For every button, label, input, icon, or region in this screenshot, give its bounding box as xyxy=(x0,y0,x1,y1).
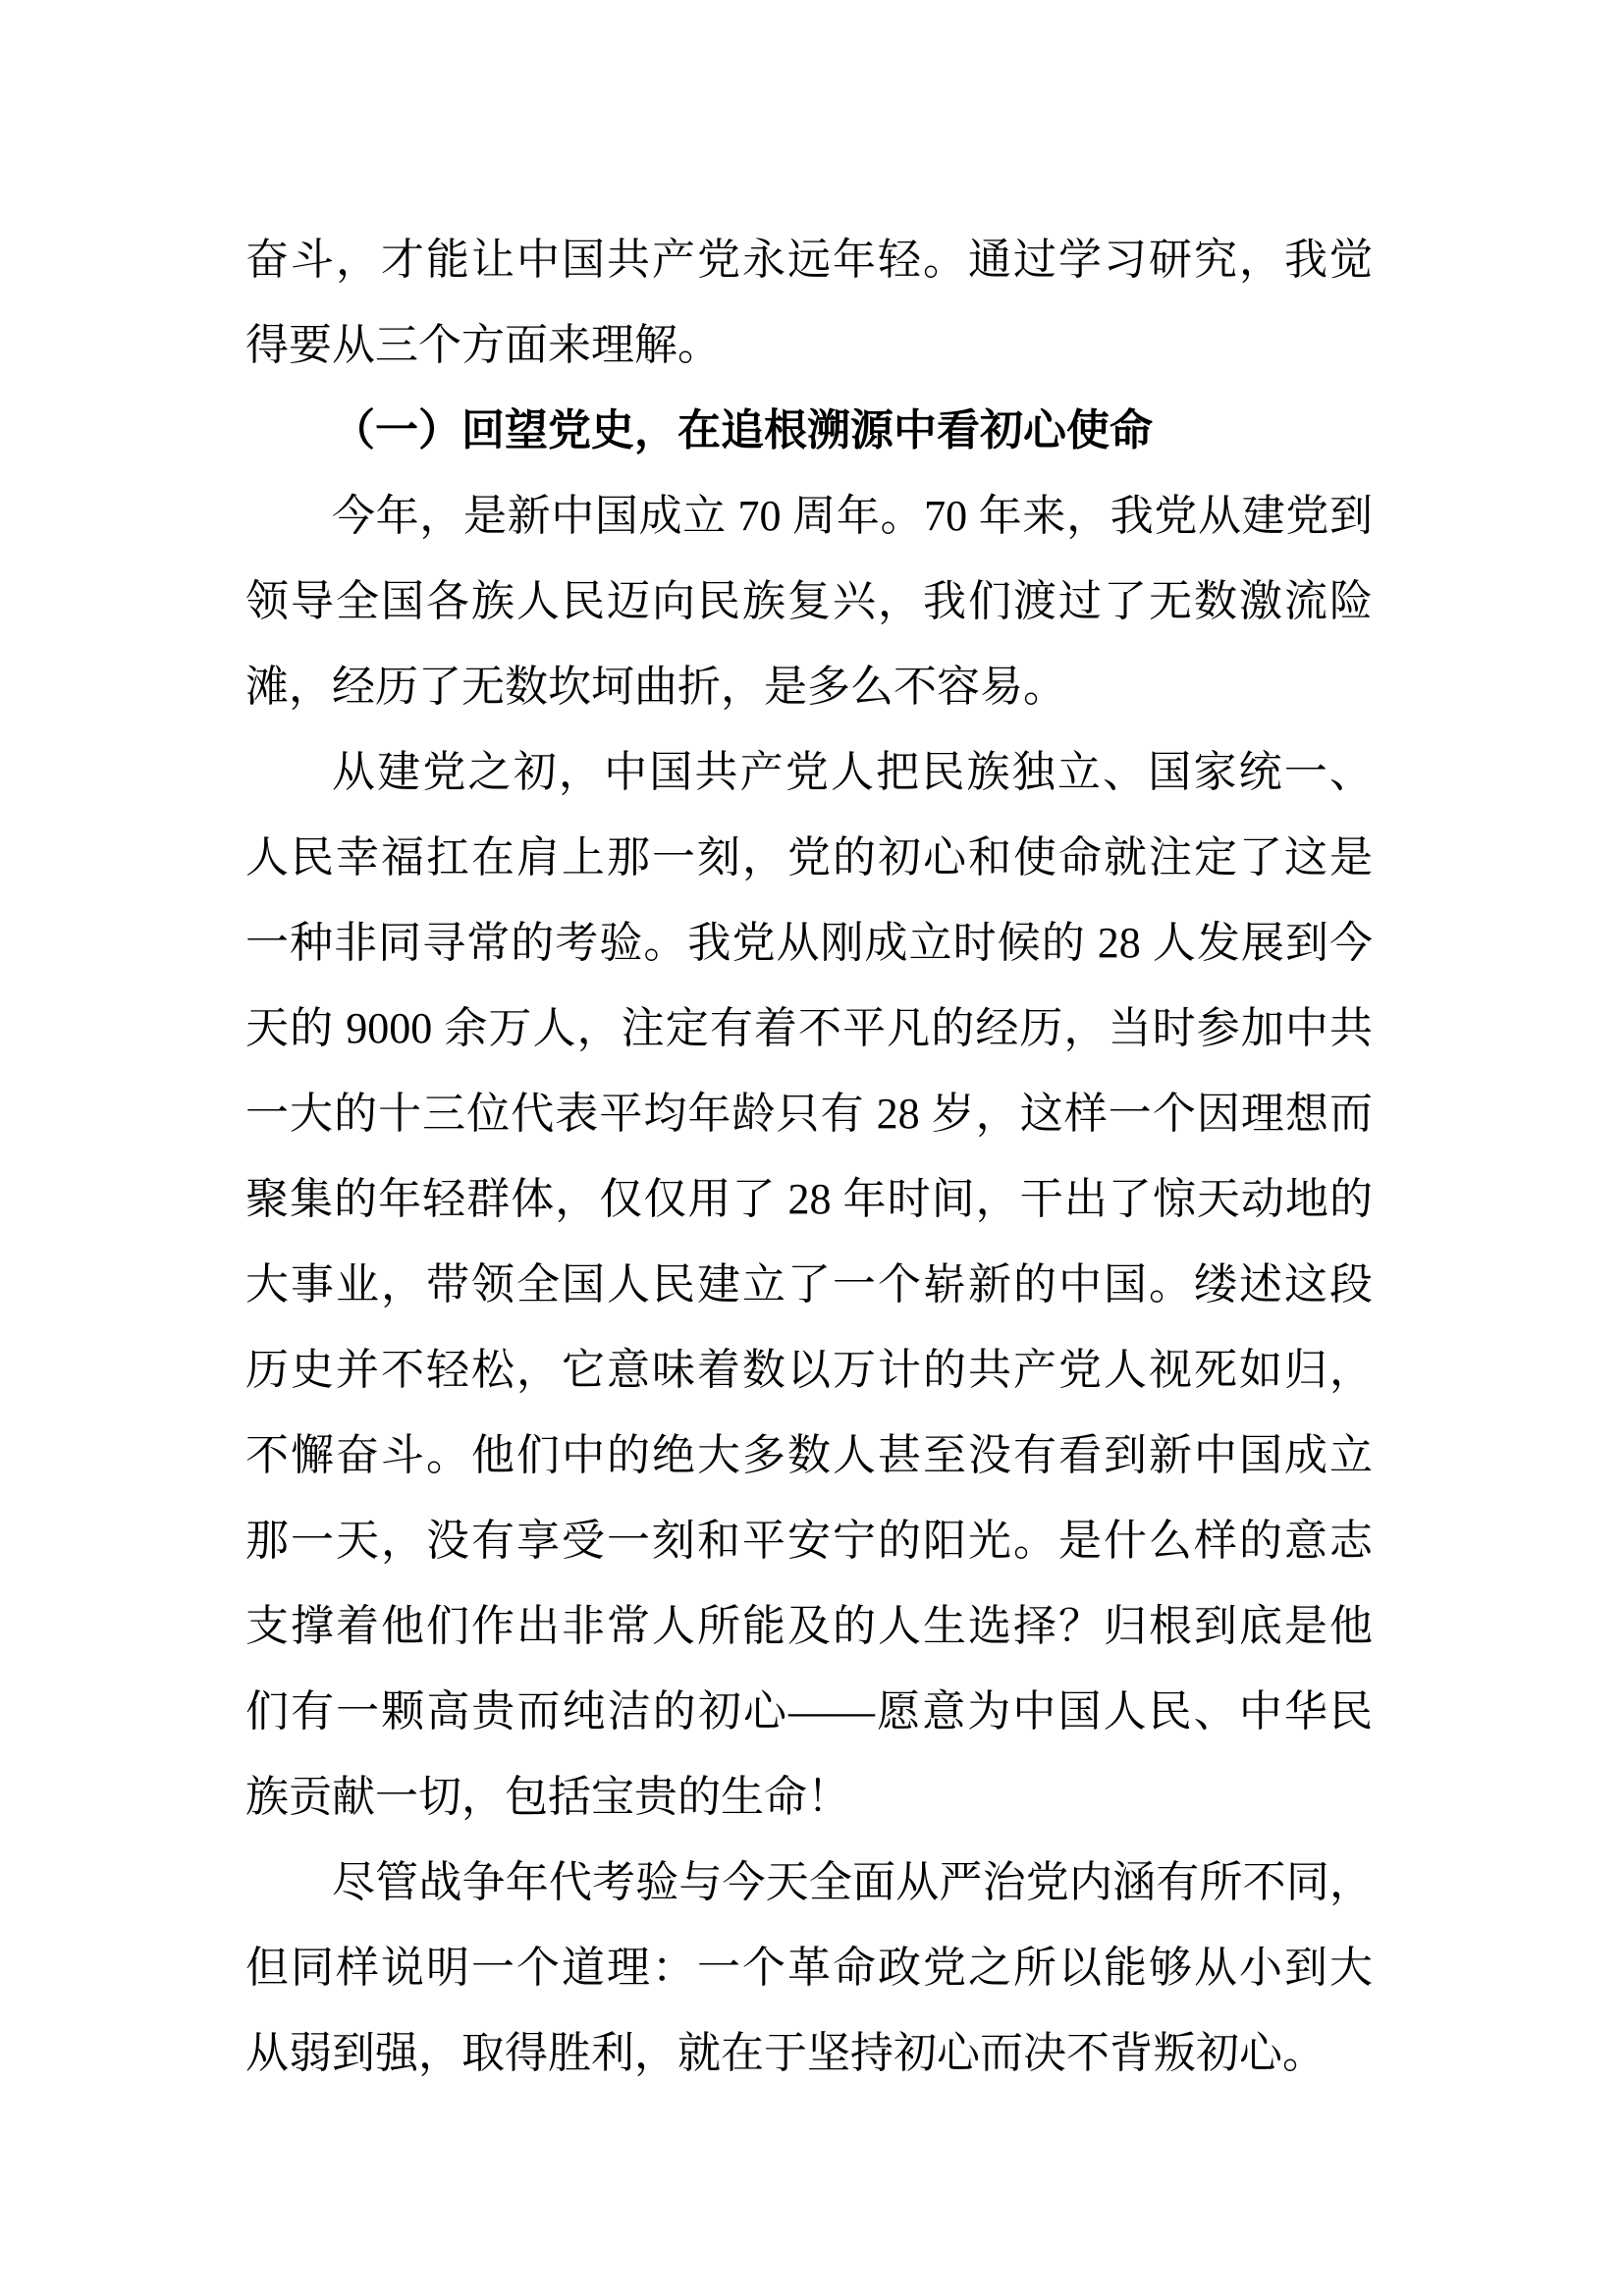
text-line: 一大的十三位代表平均年龄只有 28 岁，这样一个因理想而 xyxy=(245,1090,1373,1138)
text-line: 但同样说明一个道理：一个革命政党之所以能够从小到大 xyxy=(245,1944,1373,1992)
text-line: 天的 9000 余万人，注定有着不平凡的经历，当时参加中共 xyxy=(245,1004,1373,1052)
text-line: 族贡献一切，包括宝贵的生命！ xyxy=(245,1773,850,1821)
paragraph xyxy=(245,217,1373,388)
text-line: 一种非同寻常的考验。我党从刚成立时候的 28 人发展到今 xyxy=(245,919,1373,967)
text-line: 历史并不轻松，它意味着数以万计的共产党人视死如归， xyxy=(245,1346,1373,1394)
text-line: 得要从三个方面来理解。 xyxy=(245,321,721,369)
paragraph xyxy=(245,1840,1373,2096)
text-line: 奋斗，才能让中国共产党永远年轻。通过学习研究，我觉 xyxy=(245,236,1373,284)
text-line: 今年，是新中国成立 70 周年。70 年来，我党从建党到 xyxy=(332,492,1373,540)
paragraph xyxy=(245,473,1373,729)
section-heading xyxy=(245,388,1373,473)
text-line: 那一天，没有享受一刻和平安宁的阳光。是什么样的意志 xyxy=(245,1517,1373,1565)
text-line: 支撑着他们作出非常人所能及的人生选择？归根到底是他 xyxy=(245,1602,1373,1650)
paragraph xyxy=(245,729,1373,1840)
text-line: 大事业，带领全国人民建立了一个崭新的中国。缕述这段 xyxy=(245,1260,1373,1308)
text-line: 们有一颗高贵而纯洁的初心——愿意为中国人民、中华民 xyxy=(245,1687,1373,1735)
document-text-block xyxy=(245,217,1373,2096)
text-line: 聚集的年轻群体，仅仅用了 28 年时间，干出了惊天动地的 xyxy=(245,1175,1373,1223)
text-line: 尽管战争年代考验与今天全面从严治党内涵有所不同， xyxy=(332,1858,1373,1906)
text-line: 从建党之初，中国共产党人把民族独立、国家统一、 xyxy=(332,748,1373,796)
text-line: 领导全国各族人民迈向民族复兴，我们渡过了无数激流险 xyxy=(245,577,1373,625)
text-line: 不懈奋斗。他们中的绝大多数人甚至没有看到新中国成立 xyxy=(245,1431,1373,1479)
section-heading-line: （一）回望党史，在追根溯源中看初心使命 xyxy=(332,406,1153,454)
text-line: 人民幸福扛在肩上那一刻，党的初心和使命就注定了这是 xyxy=(245,833,1373,881)
text-line: 从弱到强，取得胜利，就在于坚持初心而决不背叛初心。 xyxy=(245,2029,1326,2077)
text-line: 滩，经历了无数坎坷曲折，是多么不容易。 xyxy=(245,663,1066,711)
